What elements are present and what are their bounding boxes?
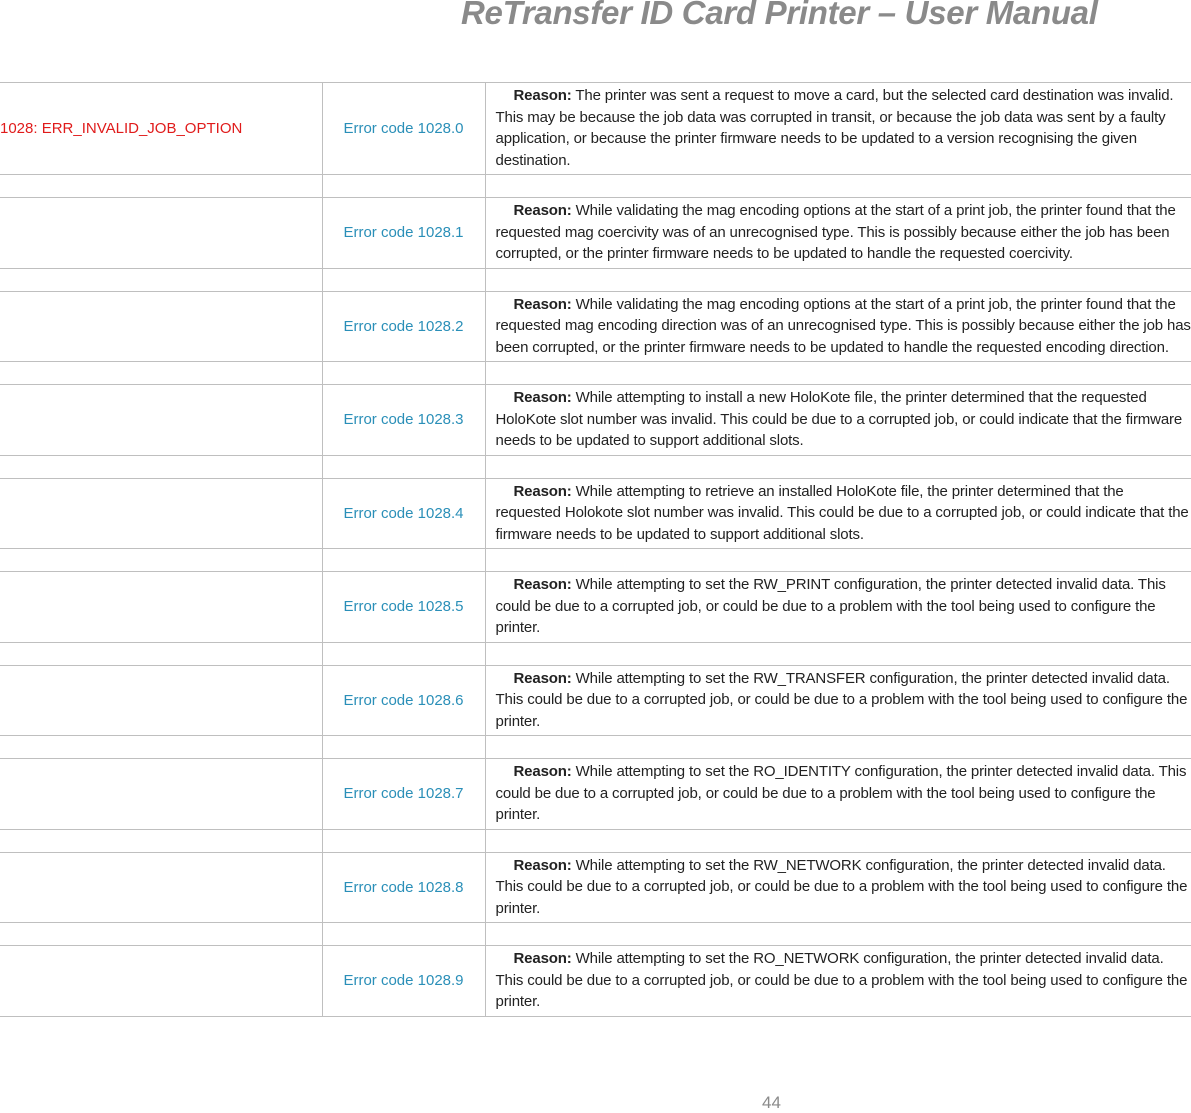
- error-reason: [485, 478, 1191, 549]
- reason-text: The printer was sent a request to move a card, but the selected card destination was invalid. This may be because the job data was corrupted in transit, or because the job data was sent by a faulty application, or because the printer firmware needs to be updated to a version recognising the given destination.: [495, 87, 1174, 169]
- table-row: [0, 852, 1191, 923]
- error-name-empty: [0, 385, 322, 456]
- reason-label: Reason:: [513, 202, 572, 219]
- page-header-title: ReTransfer ID Card Printer – User Manual: [461, 0, 1098, 31]
- reason-label: Reason:: [513, 856, 572, 874]
- reason-text: While attempting to install a new HoloKote file, the printer determined that the requested HoloKote slot number was invalid. This could be due to a corrupted job, or could indicate that the firmware needs to be updated to support additional slots.: [495, 389, 1183, 449]
- error-code-table: [0, 82, 1191, 1017]
- table-row: [0, 83, 1191, 175]
- error-reason: [485, 291, 1191, 362]
- reason-text: While attempting to set the RW_NETWORK configuration, the printer detected invalid data. This could be due to a corrupted job, or could be due to a problem with the tool being used to configure the printer.: [495, 856, 1188, 917]
- spacer-row: [0, 923, 1191, 946]
- error-reason: [485, 946, 1191, 1017]
- error-reason: [485, 665, 1191, 736]
- reason-label: Reason:: [513, 669, 572, 687]
- error-reason: [485, 385, 1191, 456]
- error-name-empty: [0, 946, 322, 1017]
- reason-text: While attempting to retrieve an installed HoloKote file, the printer determined that the requested Holokote slot number was invalid. This could be due to a corrupted job, or could indicate that the firmware needs to be updated to support additional slots.: [495, 482, 1189, 543]
- table-row: [0, 759, 1191, 830]
- error-code: Error code 1028.3: [322, 385, 485, 456]
- error-reason: [485, 759, 1191, 830]
- error-code: Error code 1028.8: [322, 852, 485, 923]
- table-row: [0, 665, 1191, 736]
- reason-text: While attempting to set the RW_PRINT configuration, the printer detected invalid data. This could be due to a corrupted job, or could be due to a problem with the tool being used to configure the printer.: [495, 576, 1166, 636]
- table-row: [0, 385, 1191, 456]
- reason-label: Reason:: [513, 482, 572, 500]
- reason-text: While attempting to set the RW_TRANSFER configuration, the printer detected invalid data. This could be due to a corrupted job, or could be due to a problem with the tool being used to configure the printer.: [495, 669, 1188, 730]
- error-name-empty: [0, 198, 322, 269]
- spacer-row: [0, 829, 1191, 852]
- reason-label: Reason:: [513, 295, 572, 313]
- error-name-empty: [0, 572, 322, 643]
- reason-label: Reason:: [513, 576, 572, 593]
- error-reason: [485, 852, 1191, 923]
- error-code: Error code 1028.9: [322, 946, 485, 1017]
- reason-text: While attempting to set the RO_NETWORK configuration, the printer detected invalid data. This could be due to a corrupted job, or could be due to a problem with the tool being used to configure the printer.: [495, 950, 1188, 1010]
- table-row: [0, 478, 1191, 549]
- reason-label: Reason:: [513, 763, 572, 780]
- error-reason: [485, 83, 1191, 175]
- error-name-empty: [0, 478, 322, 549]
- table-row: [0, 291, 1191, 362]
- spacer-row: [0, 549, 1191, 572]
- error-code: Error code 1028.7: [322, 759, 485, 830]
- error-code: Error code 1028.0: [322, 83, 485, 175]
- table-row: [0, 572, 1191, 643]
- reason-label: Reason:: [513, 950, 572, 967]
- error-reason: [485, 572, 1191, 643]
- reason-text: While validating the mag encoding options at the start of a print job, the printer found that the requested mag encoding direction was of an unrecognised type. This is possibly because either the job has been corrupted, or the printer firmware needs to be updated to handle the requested encoding direction.: [495, 295, 1191, 356]
- spacer-row: [0, 455, 1191, 478]
- table-row: [0, 198, 1191, 269]
- page-number: 44: [762, 1093, 781, 1112]
- error-code: Error code 1028.4: [322, 478, 485, 549]
- error-name-empty: [0, 759, 322, 830]
- reason-label: Reason:: [513, 87, 572, 104]
- spacer-row: [0, 175, 1191, 198]
- error-code: Error code 1028.5: [322, 572, 485, 643]
- error-name: 1028: ERR_INVALID_JOB_OPTION: [0, 83, 322, 175]
- error-code: Error code 1028.6: [322, 665, 485, 736]
- error-name-empty: [0, 291, 322, 362]
- reason-text: While attempting to set the RO_IDENTITY configuration, the printer detected invalid data. This could be due to a corrupted job, or could be due to a problem with the tool being used to configure the printer.: [495, 763, 1187, 823]
- error-name-empty: [0, 665, 322, 736]
- error-name-empty: [0, 852, 322, 923]
- reason-label: Reason:: [513, 389, 572, 406]
- error-code: Error code 1028.1: [322, 198, 485, 269]
- error-reason: [485, 198, 1191, 269]
- table-row: [0, 946, 1191, 1017]
- spacer-row: [0, 362, 1191, 385]
- reason-text: While validating the mag encoding options at the start of a print job, the printer found that the requested mag coercivity was of an unrecognised type. This is possibly because either the job has been corrupted, or the printer firmware needs to be updated to handle the requested coercivity.: [495, 202, 1176, 262]
- spacer-row: [0, 642, 1191, 665]
- spacer-row: [0, 736, 1191, 759]
- spacer-row: [0, 268, 1191, 291]
- error-code: Error code 1028.2: [322, 291, 485, 362]
